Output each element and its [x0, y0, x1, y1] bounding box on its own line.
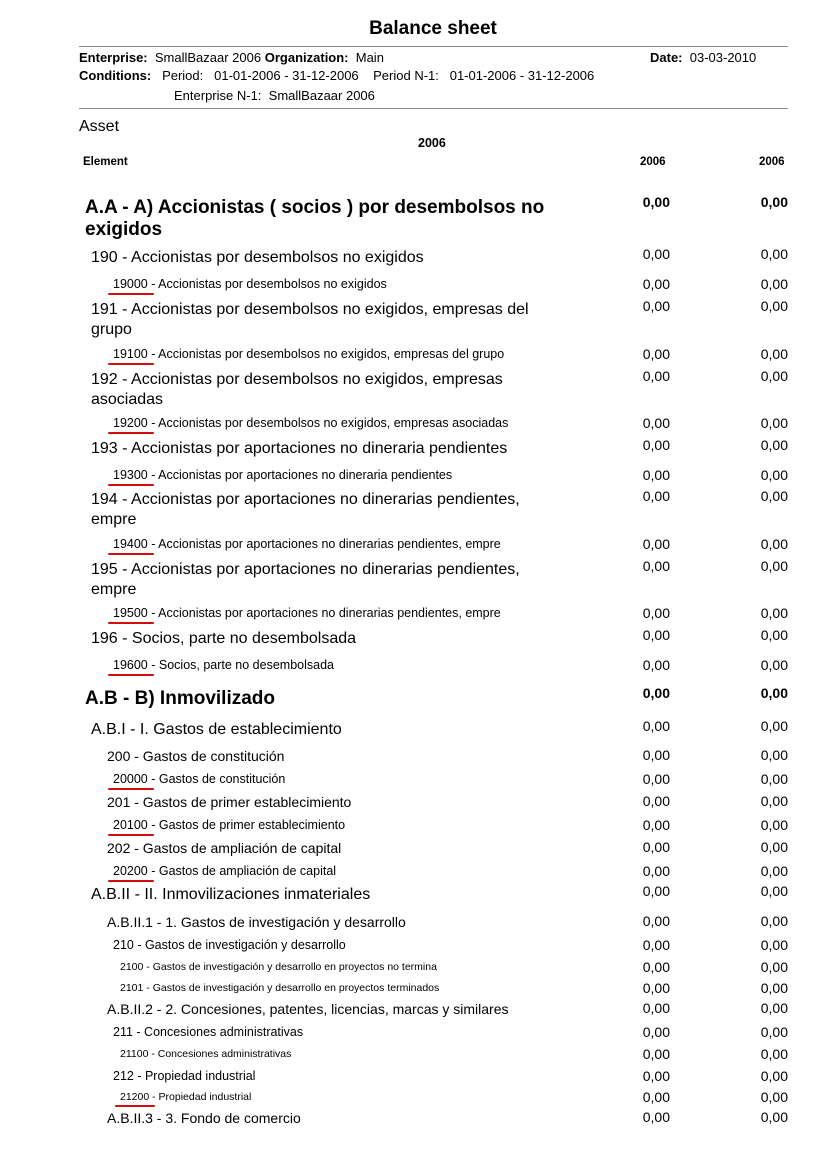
section-title: Asset [79, 118, 120, 135]
row-text: 193 - Accionistas por aportaciones no dineraria pendientes [91, 440, 508, 457]
row-text: A.B.II - II. Inmovilizaciones inmateriales [91, 886, 371, 903]
value-period-n1: 0,00 [760, 246, 788, 262]
value-period-n1: 0,00 [760, 1068, 788, 1084]
value-period: 0,00 [642, 793, 670, 809]
value-period: 0,00 [642, 685, 670, 701]
row-label [107, 793, 577, 811]
row-text: 202 - Gastos de ampliación de capital [107, 840, 342, 856]
enterprise-n1-line [174, 88, 375, 103]
column-header-period-n1: 2006 [759, 156, 785, 168]
column-header-element: Element [83, 156, 128, 168]
value-period-n1: 0,00 [760, 298, 788, 314]
value-period-n1: 0,00 [760, 346, 788, 362]
value-period-n1: 0,00 [760, 558, 788, 574]
row-label [113, 937, 583, 953]
account-code: 19600 [113, 658, 148, 672]
row-text: 210 - Gastos de investigación y desarrollo [113, 938, 346, 952]
value-period: 0,00 [642, 718, 670, 734]
account-code: 20000 [113, 772, 148, 786]
date-label: Date: [650, 50, 683, 65]
row-text: 212 - Propiedad industrial [113, 1069, 256, 1083]
row-label [85, 197, 555, 241]
organization-label: Organization: [264, 50, 349, 65]
row-label [91, 560, 561, 600]
row-text: - Socios, parte no desembolsada [147, 658, 334, 672]
row-text: 192 - Accionistas por desembolsos no exigidos, empresas asociadas [91, 371, 503, 408]
value-period: 0,00 [642, 298, 670, 314]
value-period-n1: 0,00 [760, 793, 788, 809]
row-label [107, 1000, 577, 1018]
row-label [113, 536, 583, 552]
row-text: 2101 - Gastos de investigación y desarrollo en proyectos terminados [120, 982, 440, 994]
value-period: 0,00 [642, 839, 670, 855]
row-text: - Gastos de primer establecimiento [147, 818, 346, 832]
value-period-n1: 0,00 [760, 657, 788, 673]
row-label [107, 747, 577, 765]
row-label [91, 720, 561, 740]
value-period-n1: 0,00 [760, 1089, 788, 1105]
account-code: 20200 [113, 864, 148, 878]
row-label [91, 439, 561, 459]
value-period-n1: 0,00 [760, 959, 788, 975]
row-label [113, 346, 583, 362]
header-divider-bottom [79, 108, 788, 109]
value-period-n1: 0,00 [760, 415, 788, 431]
period-heading: 2006 [418, 136, 446, 150]
value-period: 0,00 [642, 1046, 670, 1062]
row-text: 195 - Accionistas por aportaciones no dinerarias pendientes, empre [91, 561, 520, 598]
enterprise-label: Enterprise: [79, 50, 148, 65]
value-period: 0,00 [642, 863, 670, 879]
row-label [120, 960, 600, 974]
column-header-period: 2006 [640, 156, 666, 168]
row-label [91, 885, 561, 905]
value-period: 0,00 [642, 488, 670, 504]
value-period-n1: 0,00 [760, 488, 788, 504]
row-label [113, 605, 583, 621]
account-code: 21200 [120, 1091, 150, 1103]
conditions-label: Conditions: [79, 68, 152, 83]
row-text: 194 - Accionistas por aportaciones no dinerarias pendientes, empre [91, 491, 520, 528]
row-label [113, 1068, 583, 1084]
row-label [107, 839, 577, 857]
value-period: 0,00 [642, 1024, 670, 1040]
row-text: 200 - Gastos de constitución [107, 748, 285, 764]
row-label [91, 629, 561, 649]
value-period: 0,00 [642, 937, 670, 953]
value-period-n1: 0,00 [760, 883, 788, 899]
report-title: Balance sheet [369, 18, 497, 39]
value-period-n1: 0,00 [760, 194, 788, 210]
row-label [91, 300, 561, 340]
value-period-n1: 0,00 [760, 747, 788, 763]
account-code: 19100 [113, 347, 148, 361]
row-label [91, 490, 561, 530]
value-period-n1: 0,00 [760, 980, 788, 996]
period-n1-value: 01-01-2006 - 31-12-2006 [449, 68, 595, 83]
value-period: 0,00 [642, 747, 670, 763]
row-label [120, 1090, 600, 1104]
value-period: 0,00 [642, 194, 670, 210]
value-period-n1: 0,00 [760, 913, 788, 929]
value-period-n1: 0,00 [760, 817, 788, 833]
row-label [91, 248, 561, 268]
value-period-n1: 0,00 [760, 1000, 788, 1016]
row-text: - Accionistas por desembolsos no exigidos, empresas asociadas [147, 416, 509, 430]
row-text: 211 - Concesiones administrativas [113, 1025, 304, 1039]
row-text: - Accionistas por aportaciones no dineraria pendientes [147, 468, 453, 482]
value-period: 0,00 [642, 605, 670, 621]
value-period-n1: 0,00 [760, 718, 788, 734]
enterprise-line [79, 50, 384, 65]
row-text: A.B - B) Inmovilizado [85, 688, 275, 709]
row-text: 190 - Accionistas por desembolsos no exigidos [91, 249, 424, 266]
value-period: 0,00 [642, 1089, 670, 1105]
value-period: 0,00 [642, 817, 670, 833]
value-period-n1: 0,00 [760, 536, 788, 552]
value-period: 0,00 [642, 558, 670, 574]
date-line [650, 50, 756, 65]
row-text: A.B.II.1 - 1. Gastos de investigación y desarrollo [107, 914, 406, 930]
header-divider-top [79, 46, 788, 47]
row-label [113, 863, 583, 879]
value-period-n1: 0,00 [760, 605, 788, 621]
row-label [91, 370, 561, 410]
value-period: 0,00 [642, 246, 670, 262]
period-value: 01-01-2006 - 31-12-2006 [214, 68, 359, 83]
row-label [113, 657, 583, 673]
row-text: A.B.II.2 - 2. Concesiones, patentes, licencias, marcas y similares [107, 1001, 509, 1017]
value-period-n1: 0,00 [760, 627, 788, 643]
enterprise-n1-label: Enterprise N-1: [174, 88, 262, 103]
enterprise-value: SmallBazaar 2006 [154, 50, 262, 65]
value-period-n1: 0,00 [760, 1046, 788, 1062]
value-period: 0,00 [642, 536, 670, 552]
row-label [120, 1047, 600, 1061]
value-period-n1: 0,00 [760, 685, 788, 701]
value-period: 0,00 [642, 437, 670, 453]
value-period: 0,00 [642, 1000, 670, 1016]
row-text: - Accionistas por desembolsos no exigidos [147, 277, 387, 291]
value-period: 0,00 [642, 627, 670, 643]
row-text: 191 - Accionistas por desembolsos no exigidos, empresas del grupo [91, 301, 529, 338]
row-label [113, 415, 583, 431]
row-text: A.A - A) Accionistas ( socios ) por desembolsos no exigidos [85, 197, 545, 240]
value-period: 0,00 [642, 1109, 670, 1125]
row-label [85, 688, 555, 710]
value-period: 0,00 [642, 276, 670, 292]
value-period-n1: 0,00 [760, 771, 788, 787]
value-period-n1: 0,00 [760, 467, 788, 483]
row-label [113, 1024, 583, 1040]
account-code: 19400 [113, 537, 148, 551]
row-text: - Propiedad industrial [149, 1091, 252, 1103]
organization-value: Main [355, 50, 384, 65]
value-period: 0,00 [642, 657, 670, 673]
account-code: 20100 [113, 818, 148, 832]
row-label [107, 913, 577, 931]
conditions-line [79, 68, 594, 83]
value-period: 0,00 [642, 1068, 670, 1084]
value-period-n1: 0,00 [760, 1024, 788, 1040]
value-period-n1: 0,00 [760, 839, 788, 855]
value-period: 0,00 [642, 959, 670, 975]
value-period: 0,00 [642, 913, 670, 929]
value-period: 0,00 [642, 467, 670, 483]
value-period: 0,00 [642, 368, 670, 384]
row-text: 201 - Gastos de primer establecimiento [107, 794, 352, 810]
period-n1-label: Period N-1: [373, 68, 439, 83]
row-label [113, 467, 583, 483]
row-text: - Accionistas por aportaciones no dinerarias pendientes, empre [147, 537, 501, 551]
row-label [107, 1109, 577, 1127]
account-code: 19000 [113, 277, 148, 291]
row-text: - Gastos de ampliación de capital [147, 864, 337, 878]
value-period-n1: 0,00 [760, 368, 788, 384]
value-period-n1: 0,00 [760, 1109, 788, 1125]
value-period: 0,00 [642, 346, 670, 362]
value-period-n1: 0,00 [760, 437, 788, 453]
row-text: 21100 - Concesiones administrativas [120, 1048, 292, 1060]
row-text: - Accionistas por desembolsos no exigidos, empresas del grupo [147, 347, 505, 361]
row-label [113, 771, 583, 787]
value-period-n1: 0,00 [760, 937, 788, 953]
value-period: 0,00 [642, 883, 670, 899]
date-value: 03-03-2010 [689, 50, 757, 65]
row-text: - Gastos de constitución [147, 772, 286, 786]
row-text: - Accionistas por aportaciones no dinerarias pendientes, empre [147, 606, 501, 620]
account-code: 19200 [113, 416, 148, 430]
period-label: Period: [162, 68, 204, 83]
row-text: A.B.II.3 - 3. Fondo de comercio [107, 1110, 301, 1126]
value-period-n1: 0,00 [760, 863, 788, 879]
enterprise-n1-value: SmallBazaar 2006 [268, 88, 375, 103]
account-code: 19300 [113, 468, 148, 482]
row-label [120, 981, 600, 995]
account-code: 19500 [113, 606, 148, 620]
value-period: 0,00 [642, 980, 670, 996]
row-text: 196 - Socios, parte no desembolsada [91, 630, 357, 647]
row-label [113, 817, 583, 833]
value-period-n1: 0,00 [760, 276, 788, 292]
row-text: A.B.I - I. Gastos de establecimiento [91, 721, 342, 738]
value-period: 0,00 [642, 415, 670, 431]
row-text: 2100 - Gastos de investigación y desarrollo en proyectos no termina [120, 961, 437, 973]
row-label [113, 276, 583, 292]
value-period: 0,00 [642, 771, 670, 787]
